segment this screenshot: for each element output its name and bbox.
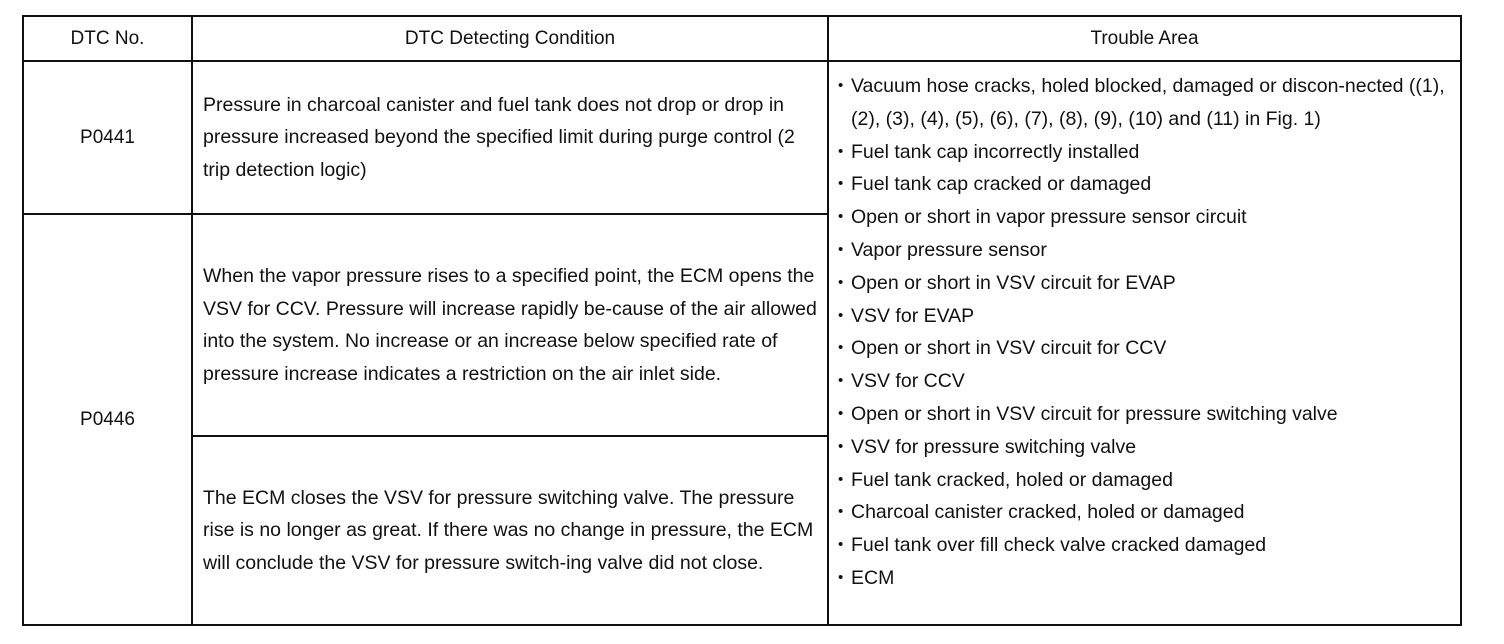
condition-text: Pressure in charcoal canister and fuel tank does not drop or drop in pressure increased beyond the specified limit during purge control (2 trip detection logic) bbox=[203, 93, 795, 181]
trouble-area-item: • VSV for EVAP bbox=[835, 300, 1455, 333]
condition-text: When the vapor pressure rises to a specified point, the ECM opens the VSV for CCV. Pressure will increase rapidly be-cause of the air allowed into the system. No increase or an increase below specified rate of pressure increase indicates a restriction on the air inlet side. bbox=[203, 265, 817, 385]
trouble-area-item: • VSV for CCV bbox=[835, 365, 1455, 398]
header-dtc-no: DTC No. bbox=[70, 28, 145, 49]
trouble-area-item: • Vacuum hose cracks, holed blocked, damaged or discon-nected ((1), (2), (3), (4), (5), (6), (7), (8), (9), (10) and (11) in Fig. 1) bbox=[835, 70, 1455, 136]
header-detecting-condition: DTC Detecting Condition bbox=[404, 28, 616, 49]
detecting-condition bbox=[193, 437, 827, 624]
trouble-area-item: • Fuel tank cap incorrectly installed bbox=[835, 136, 1455, 169]
trouble-area-item: • Charcoal canister cracked, holed or damaged bbox=[835, 496, 1455, 529]
trouble-area-item: • Fuel tank cracked, holed or damaged bbox=[835, 464, 1455, 497]
dtc-code: P0446 bbox=[80, 408, 135, 430]
trouble-area-item: • Open or short in VSV circuit for pressure switching valve bbox=[835, 398, 1455, 431]
trouble-area-item: • Vapor pressure sensor bbox=[835, 234, 1455, 267]
condition-text: The ECM closes the VSV for pressure switching valve. The pressure rise is no longer as great. If there was no change in pressure, the ECM will conclude the VSV for pressure switch-ing valve did not close. bbox=[203, 486, 814, 574]
header-trouble-area: Trouble Area bbox=[1090, 28, 1199, 49]
detecting-condition bbox=[193, 62, 827, 213]
detecting-condition bbox=[193, 215, 827, 435]
column-divider bbox=[827, 17, 829, 624]
dtc-code: P0441 bbox=[80, 126, 135, 148]
dtc-table bbox=[22, 15, 1462, 626]
trouble-area-list bbox=[835, 70, 1455, 595]
trouble-area-item: • Open or short in VSV circuit for CCV bbox=[835, 332, 1455, 365]
trouble-area-item: • Open or short in vapor pressure sensor circuit bbox=[835, 201, 1455, 234]
trouble-area-item: • Fuel tank over fill check valve cracked damaged bbox=[835, 529, 1455, 562]
trouble-area-item: • Open or short in VSV circuit for EVAP bbox=[835, 267, 1455, 300]
trouble-area-item: • ECM bbox=[835, 562, 1455, 595]
trouble-area-item: • VSV for pressure switching valve bbox=[835, 431, 1455, 464]
trouble-area-item: • Fuel tank cap cracked or damaged bbox=[835, 168, 1455, 201]
